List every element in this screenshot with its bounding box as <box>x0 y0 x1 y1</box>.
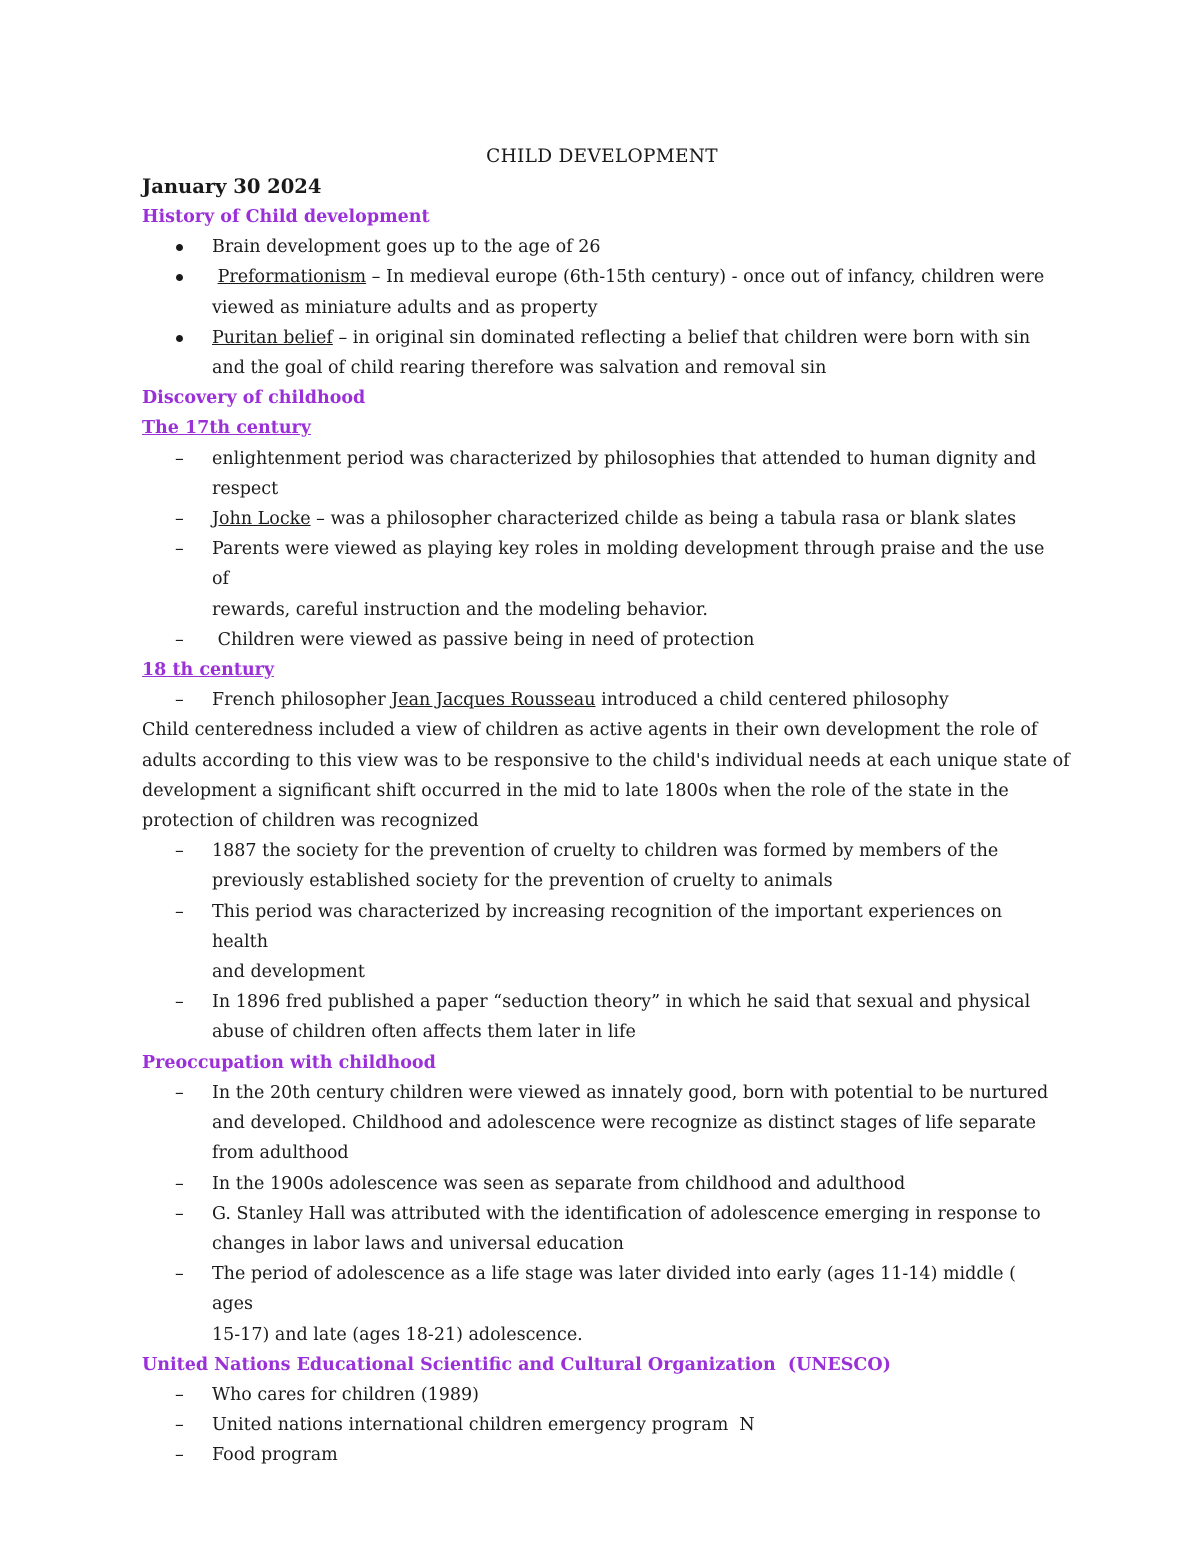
list-item: – Who cares for children (1989) <box>142 1380 1062 1410</box>
list-item: – Children were viewed as passive being in need of protection <box>142 625 1062 655</box>
dash-icon: – <box>175 1264 184 1285</box>
dash-icon: – <box>175 448 184 469</box>
term-preformationism: Preformationism <box>217 267 367 288</box>
dash-icon: – <box>175 841 184 862</box>
dash-icon: – <box>175 1173 184 1194</box>
list-item: – French philosopher Jean Jacques Rousseau introduced a child centered philosophy <box>142 685 1062 715</box>
list-item: – The period of adolescence as a life stage was later divided into early (ages 11-14) middle ( ages 15-17) and late (ages 18-21) adolescence. <box>142 1259 1062 1350</box>
term-puritan-belief: Puritan belief <box>212 327 333 348</box>
list-item: – In the 20th century children were viewed as innately good, born with potential to be nurtured and developed. Childhood and adolescence were recognize as distinct stages of life separate from adulthood <box>142 1078 1062 1169</box>
list-item: – In the 1900s adolescence was seen as separate from childhood and adulthood <box>142 1169 1062 1199</box>
list-item: Preformationism – In medieval europe (6th-15th century) - once out of infancy, children were viewed as miniature adults and as property <box>142 262 1062 322</box>
document-title: CHILD DEVELOPMENT <box>486 146 718 167</box>
heading-discovery: Discovery of childhood <box>142 388 366 409</box>
dash-icon: – <box>175 539 184 560</box>
dash-icon: – <box>175 629 184 650</box>
list-item: – 1887 the society for the prevention of cruelty to children was formed by members of the previously established society for the prevention of cruelty to animals <box>142 836 1062 896</box>
dash-icon: – <box>175 1384 184 1405</box>
list-item: – John Locke – was a philosopher characterized childe as being a tabula rasa or blank slates <box>142 504 1062 534</box>
dash-icon: – <box>175 901 184 922</box>
heading-unesco: United Nations Educational Scientific and Cultural Organization (UNESCO) <box>142 1354 891 1375</box>
dash-icon: – <box>175 1203 184 1224</box>
dash-icon: – <box>175 690 184 711</box>
bullet-icon <box>176 335 183 342</box>
list-item: – enlightenment period was characterized by philosophies that attended to human dignity and respect <box>142 444 1062 504</box>
dash-icon: – <box>175 509 184 530</box>
list-item: – United nations international children emergency program N <box>142 1410 1062 1440</box>
dash-icon: – <box>175 1415 184 1436</box>
bullet-icon <box>176 244 183 251</box>
subheading-18th-century: 18 th century <box>142 660 275 681</box>
document-date: January 30 2024 <box>142 175 322 198</box>
list-item: – G. Stanley Hall was attributed with the identification of adolescence emerging in response to changes in labor laws and universal education <box>142 1199 1062 1259</box>
list-item: Puritan belief – in original sin dominated reflecting a belief that children were born with sin and the goal of child rearing therefore was salvation and removal sin <box>142 323 1062 383</box>
heading-preoccupation: Preoccupation with childhood <box>142 1052 436 1073</box>
term-rousseau: Jean Jacques Rousseau <box>391 690 596 711</box>
list-item: – Food program <box>142 1440 1062 1470</box>
heading-history: History of Child development <box>142 207 430 227</box>
bullet-icon <box>176 274 183 281</box>
term-john-locke: John Locke <box>212 509 311 530</box>
list-item: – This period was characterized by increasing recognition of the important experiences on health and development <box>142 897 1062 988</box>
document-page <box>142 142 1070 1471</box>
list-item: Brain development goes up to the age of 26 <box>142 232 1062 262</box>
dash-icon: – <box>175 1445 184 1466</box>
list-item: – In 1896 fred published a paper “seduction theory” in which he said that sexual and physical abuse of children often affects them later in life <box>142 987 1062 1047</box>
paragraph-child-centeredness: Child centeredness included a view of children as active agents in their own development the role of adults according to this view was to be responsive to the child's individual needs at each unique state of development a significant shift occurred in the mid to late 1800s when the role of the state in the protection of children was recognized <box>142 720 1070 832</box>
dash-icon: – <box>175 1082 184 1103</box>
list-item: – Parents were viewed as playing key roles in molding development through praise and the use of rewards, careful instruction and the modeling behavior. <box>142 534 1062 625</box>
dash-icon: – <box>175 992 184 1013</box>
subheading-17th-century: The 17th century <box>142 418 311 439</box>
